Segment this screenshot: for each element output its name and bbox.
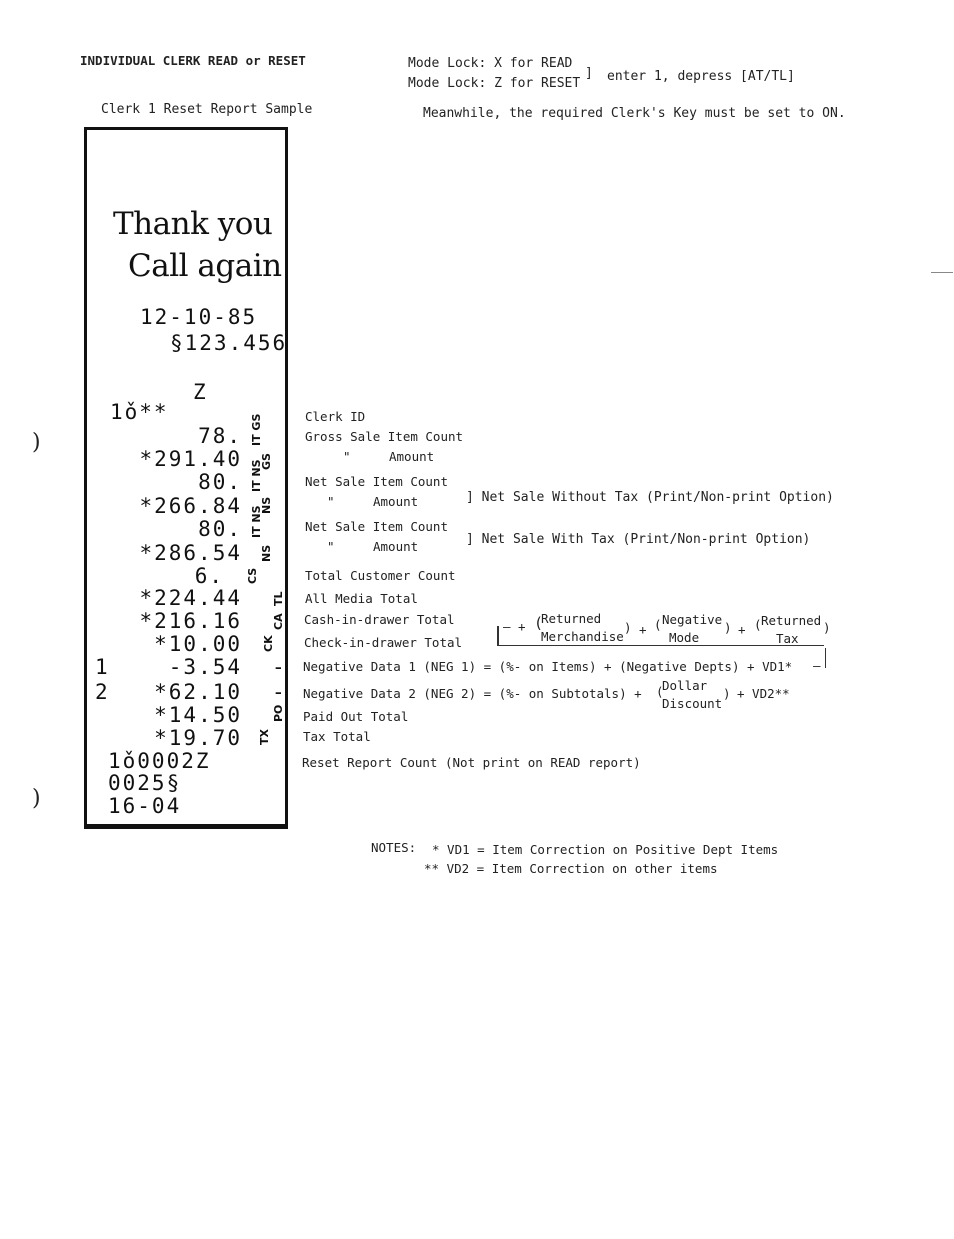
receipt-row-value: 80. <box>198 517 242 541</box>
formula-negative: Negative <box>662 612 723 627</box>
receipt-greeting-2: Call again <box>128 248 282 284</box>
clerk-key-note: Meanwhile, the required Clerk's Key must be set to ON. <box>423 106 846 121</box>
receipt-row-value: *224.44 <box>139 586 242 610</box>
formula-plus-1: + <box>639 622 647 637</box>
receipt-footer-1: 1ǒ0002Z <box>108 749 211 773</box>
formula-paren: ( <box>654 617 662 632</box>
label-neg2-suffix: + VD2** <box>737 686 790 701</box>
receipt-row-symbol: PO <box>272 704 285 722</box>
formula-merchandise: Merchandise <box>541 629 624 644</box>
mode-lock-reset: Mode Lock: Z for RESET <box>408 76 581 91</box>
receipt-row-index: 2 <box>95 680 110 704</box>
receipt-row-symbol: IT GS <box>250 413 263 446</box>
formula-returned: Returned <box>541 611 602 626</box>
formula-underline <box>497 645 824 646</box>
formula-dash: — <box>813 658 821 673</box>
mode-lock-read: Mode Lock: X for READ <box>408 56 573 71</box>
label-neg2: Negative Data 2 (NEG 2) = (%- on Subtotals) + <box>303 686 642 701</box>
receipt-row-symbol: - <box>272 680 287 704</box>
formula-paren: ) <box>724 620 732 635</box>
label-reset-count: Reset Report Count (Not print on READ report) <box>302 755 641 770</box>
receipt-mode-letter: Z <box>193 380 208 404</box>
receipt-greeting-1: Thank you <box>113 206 273 242</box>
receipt-row-symbol: CK <box>262 635 275 652</box>
receipt-row-value: 6. <box>194 564 224 588</box>
receipt-row-value: *62.10 <box>154 680 242 704</box>
receipt-row-symbol: IT NS <box>250 505 263 538</box>
receipt-row-value: 78. <box>198 424 242 448</box>
mode-instruction: enter 1, depress [AT/TL] <box>607 69 795 84</box>
receipt-row-value: *266.84 <box>139 494 242 518</box>
label-media-total: All Media Total <box>305 591 418 606</box>
label-customer-count: Total Customer Count <box>305 568 456 583</box>
label-net-with-tax: ] Net Sale With Tax (Print/Non-print Option) <box>466 532 811 547</box>
receipt-row-index: 1 <box>95 655 110 679</box>
formula-paren: ( <box>656 684 664 699</box>
label-neg2-discount: Discount <box>662 696 723 711</box>
margin-paren-bottom: ) <box>32 786 41 811</box>
formula-paren: ) <box>624 620 632 635</box>
label-paid-out: Paid Out Total <box>303 709 409 724</box>
label-net-amount: Amount <box>373 494 419 509</box>
formula-tax: Tax <box>776 631 799 646</box>
label-tax-total: Tax Total <box>303 729 371 744</box>
label-check-total: Check-in-drawer Total <box>304 635 463 650</box>
notes-label: NOTES: <box>371 840 417 855</box>
receipt-clerk-line: 1ǒ** <box>110 400 169 424</box>
label-clerk-id: Clerk ID <box>305 409 366 424</box>
receipt-row-value: *10.00 <box>154 632 242 656</box>
mode-bracket: ] <box>585 66 593 81</box>
formula-minus-plus: — + <box>503 619 526 634</box>
receipt-row-value: *291.40 <box>139 447 242 471</box>
receipt-row-value: 80. <box>198 470 242 494</box>
receipt-serial: §123.456 <box>170 331 288 355</box>
receipt-row-value: *14.50 <box>154 703 242 727</box>
margin-paren-top: ) <box>32 430 41 455</box>
formula-paren: ( <box>534 614 544 632</box>
label-gross-count: Gross Sale Item Count <box>305 429 464 444</box>
label-net-tax-mark: " <box>327 539 335 554</box>
receipt-row-symbol: NS <box>260 496 273 514</box>
label-cash-total: Cash-in-drawer Total <box>304 612 455 627</box>
label-gross-mark: " <box>343 449 351 464</box>
receipt-date: 12-10-85 <box>140 305 258 329</box>
label-gross-amount: Amount <box>389 449 435 464</box>
formula-paren: ) <box>823 620 831 635</box>
label-net-without-tax: ] Net Sale Without Tax (Print/Non-print Option) <box>466 490 834 505</box>
formula-right-bar <box>825 648 826 668</box>
formula-paren: ( <box>754 617 762 632</box>
receipt-row-value: *216.16 <box>139 609 242 633</box>
formula-plus-2: + <box>738 622 746 637</box>
formula-paren: ) <box>723 686 731 701</box>
receipt-row-symbol: IT NS <box>250 459 263 492</box>
label-neg2-dollar: Dollar <box>662 678 708 693</box>
receipt-row-value: -3.54 <box>168 655 242 679</box>
formula-returned-2: Returned <box>761 613 822 628</box>
receipt-row-symbol: TL <box>272 591 285 606</box>
note-vd2: ** VD2 = Item Correction on other items <box>424 861 718 876</box>
margin-tick <box>931 272 953 273</box>
receipt-footer-3: 16-04 <box>108 794 182 818</box>
label-net-mark: " <box>327 494 335 509</box>
page-title: INDIVIDUAL CLERK READ or RESET <box>80 53 306 68</box>
receipt-row-symbol: TX <box>258 729 271 745</box>
formula-left-bar <box>497 626 499 646</box>
label-net-count: Net Sale Item Count <box>305 474 448 489</box>
note-vd1: * VD1 = Item Correction on Positive Dept Items <box>432 842 779 857</box>
receipt-row-symbol: - <box>272 655 287 679</box>
receipt-row-value: *19.70 <box>154 726 242 750</box>
receipt-row-symbol: CA <box>272 613 285 630</box>
label-neg1: Negative Data 1 (NEG 1) = (%- on Items) + (Negative Depts) + VD1* <box>303 659 793 674</box>
receipt-row-symbol: NS <box>260 544 273 562</box>
formula-mode: Mode <box>669 630 700 645</box>
receipt-row-symbol: GS <box>260 453 273 470</box>
label-net-tax-amount: Amount <box>373 539 419 554</box>
receipt-row-value: *286.54 <box>139 541 242 565</box>
receipt-row-symbol: CS <box>246 567 259 584</box>
label-net-tax-count: Net Sale Item Count <box>305 519 448 534</box>
receipt-footer-2: 0025§ <box>108 771 182 795</box>
report-subtitle: Clerk 1 Reset Report Sample <box>101 102 313 117</box>
